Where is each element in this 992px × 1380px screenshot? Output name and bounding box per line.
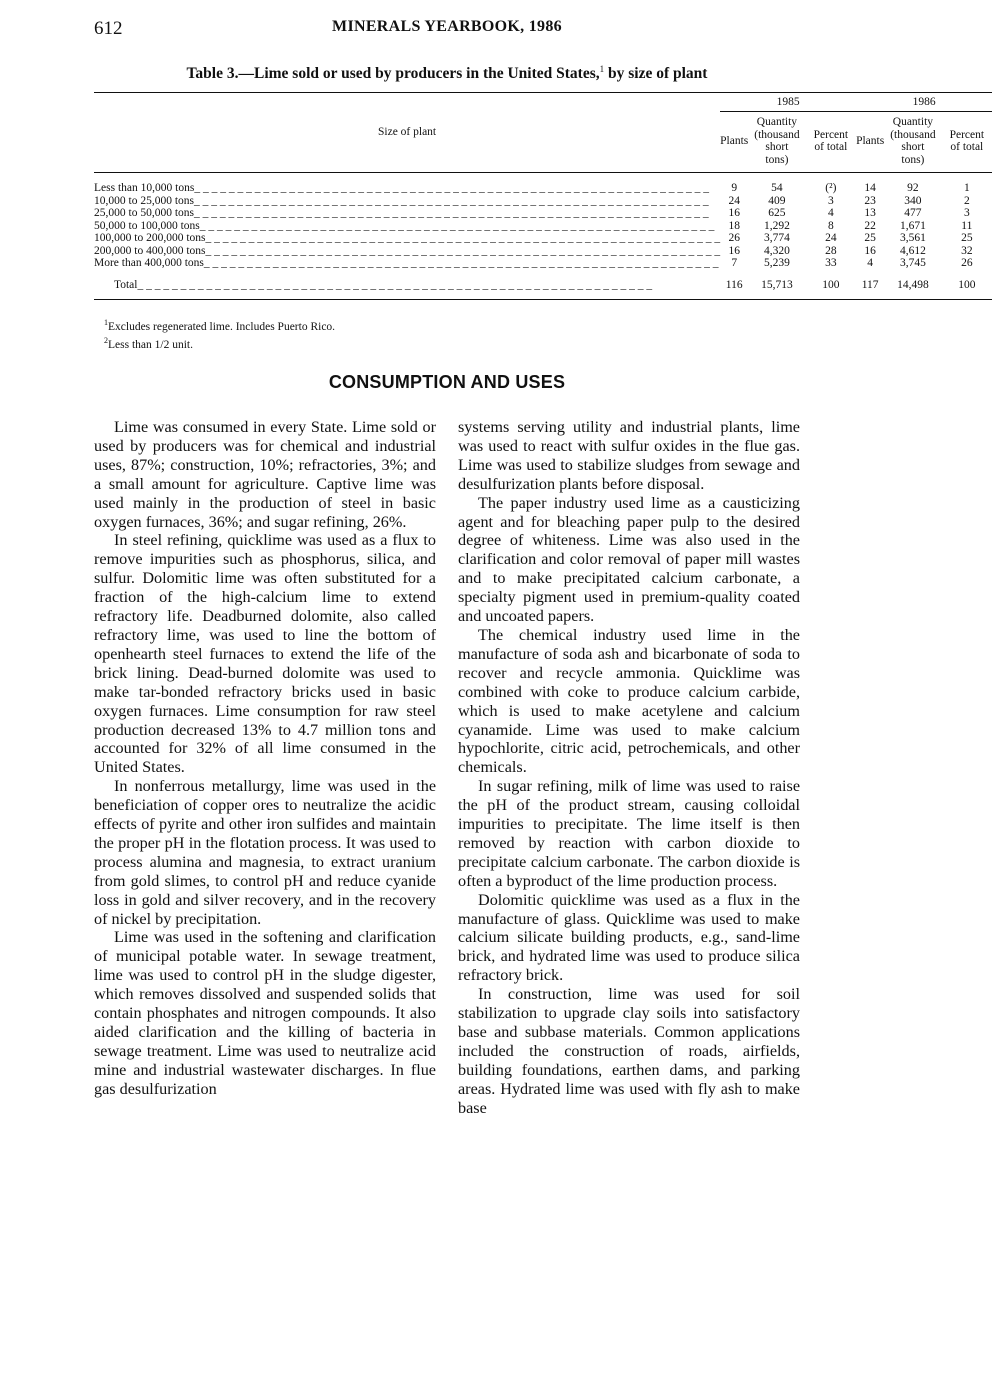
row-label	[94, 257, 720, 270]
cell-percent-1985: 28	[825, 244, 837, 257]
paragraph: Lime was consumed in every State. Lime sold or used by producers was for chemical and industrial uses, 87%; construction, 10%; refractories, 3%; and a small amount for agriculture. Captive lime was used mainly in the production of steel in basic oxygen furnaces, 36%; and sugar refining, 26%.	[94, 418, 436, 531]
col-quantity-1985: Quantity (thousand short tons)	[754, 116, 800, 166]
cell-plants-1985: 9	[731, 182, 738, 194]
cell-plants-1985: 16	[728, 244, 740, 257]
table-row	[94, 232, 992, 245]
cell-quantity-1985: 409	[768, 194, 786, 207]
cell-percent-1985: (²)	[825, 182, 837, 194]
cell-quantity-1985: 1,292	[763, 219, 790, 232]
cell-percent-1986: 25	[961, 232, 973, 244]
paragraph: In steel refining, quicklime was used as a flux to remove impurities such as phosphorus, silica, and sulfur. Dolomitic lime was often substituted for a fraction of the high-calcium lime to extend refractory life. Deadburned dolomite, also called refractory lime, was used to line the bottom of openhearth steel furnaces to extend the life of the brick lining. Dead-burned dolomite was used to make tar-bonded refractory bricks used in basic oxygen furnaces. Lime consumption for raw steel production decreased 13% to 4.7 million tons and accounted for 32% of all lime consumed in the United States.	[94, 531, 436, 777]
cell-plants-1986: 23	[864, 194, 876, 207]
spacer-cell	[94, 270, 992, 279]
row-label-text: 100,000 to 200,000 tons	[94, 232, 206, 244]
col-quantity-1986: Quantity (thousand short tons)	[890, 116, 936, 166]
table-title-footnote-mark: 1	[599, 64, 605, 74]
cell-plants-1986: 4	[867, 257, 874, 269]
cell-percent-1985: 8	[827, 219, 834, 232]
paragraph: The paper industry used lime as a causticizing agent and for bleaching paper pulp to the desired degree of whiteness. Lime was also used in the clarification and color removal of paper mill wastes and to make precipitated calcium carbonate, a specialty pigment used in premium-quality coated and uncoated papers.	[458, 493, 800, 626]
row-label	[94, 232, 720, 245]
cell-quantity-1986: 92	[907, 182, 919, 194]
cell-quantity-1986: 340	[904, 194, 922, 207]
row-label	[94, 207, 720, 220]
footnote-text: Excludes regenerated lime. Includes Puerto Rico.	[108, 320, 336, 333]
table-title	[94, 64, 800, 83]
year-1985-header: 1985	[720, 93, 856, 112]
cell-plants-1986: 14	[864, 182, 876, 194]
table-row	[94, 173, 992, 195]
table-footnotes	[104, 316, 335, 352]
cell-quantity-1986: 1,671	[899, 219, 926, 232]
dot-leader: _ _ _ _ _ _ _ _ _ _ _ _ _ _ _ _ _ _ _ _ _ _ _ _ _ _ _ _ _ _ _ _ _ _ _ _ _ _ _ _ _ _ _ _ _ _ _ _ _ _ _ _ _ _ _ _ _ _ _ _	[194, 207, 709, 219]
body-text	[94, 418, 800, 1218]
paragraph: The chemical industry used lime in the manufacture of soda ash and bicarbonate of soda to recover and recycle ammonia. Quicklime was combined with coke to produce calcium carbide, which is used to make acetylene and calcium cyanamide. Lime was used to make calcium hypochlorite, citric acid, petrochemicals, and other chemicals.	[458, 625, 800, 777]
footnote-mark: 2	[104, 335, 108, 345]
cell-percent-1985: 4	[827, 207, 834, 219]
cell-percent-1985: 3	[827, 194, 834, 207]
lime-by-plant-size-table	[94, 92, 992, 300]
footnote	[104, 316, 335, 334]
row-label	[94, 279, 720, 300]
cell-quantity-1985: 3,774	[763, 232, 790, 244]
dot-leader: _ _ _ _ _ _ _ _ _ _ _ _ _ _ _ _ _ _ _ _ _ _ _ _ _ _ _ _ _ _ _ _ _ _ _ _ _ _ _ _ _ _ _ _ _ _ _ _ _ _ _ _ _ _ _ _ _ _ _ _	[194, 194, 709, 207]
stub-header: Size of plant	[378, 126, 437, 139]
spacer-row	[94, 270, 992, 279]
col-percent-1985: Percent of total	[813, 128, 849, 153]
cell-percent-1985: 100	[822, 278, 840, 291]
page-header	[94, 16, 800, 42]
footnote-mark: 1	[104, 318, 108, 327]
footnote	[104, 334, 335, 352]
table-row	[94, 245, 992, 258]
cell-quantity-1985: 4,320	[763, 244, 790, 257]
cell-quantity-1985: 625	[768, 207, 786, 219]
paragraph-continued: systems serving utility and industrial plants, lime was used to react with sulfur oxides in the flue gas. Lime was used to stabilize sludges from sewage and desulfurization plants before disposal.	[458, 418, 800, 493]
table-row	[94, 207, 992, 220]
table-title-end: by size of plant	[604, 65, 708, 83]
cell-percent-1986: 100	[958, 278, 976, 291]
year-1986-header: 1986	[856, 93, 992, 112]
cell-plants-1986: 16	[864, 244, 876, 257]
cell-percent-1986: 3	[963, 207, 970, 219]
paragraph: Lime was used in the softening and clarification of municipal potable water. In sewage treatment, lime was used to control pH in the sludge digester, which removes dissolved and suspended solids that contain phosphates and nitrogen compounds. It also aided clarification and the killing of bacteria in sewage treatment. Lime was used to neutralize acid mine and industrial wastewater discharges. In flue gas desulfurization	[94, 928, 436, 1098]
paragraph: Dolomitic quicklime was used as a flux in the manufacture of glass. Quicklime was used to make calcium silicate building products, e.g., sand-lime brick, and hydrated lime was used to produce silica refractory brick.	[458, 890, 800, 985]
cell-plants-1985: 16	[728, 207, 740, 219]
cell-plants-1985: 18	[728, 219, 740, 232]
row-label	[94, 173, 720, 195]
cell-quantity-1986: 3,561	[899, 232, 926, 244]
cell-percent-1986: 32	[961, 244, 973, 257]
cell-quantity-1985: 5,239	[763, 257, 790, 269]
dot-leader: _ _ _ _ _ _ _ _ _ _ _ _ _ _ _ _ _ _ _ _ _ _ _ _ _ _ _ _ _ _ _ _ _ _ _ _ _ _ _ _ _ _ _ _ _ _ _ _ _ _ _ _ _ _ _ _ _ _ _ _	[205, 244, 721, 257]
total-row	[94, 279, 992, 300]
col-plants-1986: Plants	[856, 134, 885, 147]
row-label-text: Total	[114, 278, 138, 291]
cell-quantity-1985: 54	[771, 182, 783, 194]
cell-quantity-1986: 4,612	[899, 244, 926, 257]
cell-percent-1986: 1	[963, 182, 970, 194]
row-label	[94, 245, 720, 258]
dot-leader: _ _ _ _ _ _ _ _ _ _ _ _ _ _ _ _ _ _ _ _ _ _ _ _ _ _ _ _ _ _ _ _ _ _ _ _ _ _ _ _ _ _ _ _ _ _ _ _ _ _ _ _ _ _ _ _ _ _ _ _	[205, 232, 721, 244]
cell-plants-1986: 22	[864, 219, 876, 232]
cell-quantity-1986: 477	[904, 207, 922, 219]
cell-plants-1985: 24	[728, 194, 740, 207]
row-label-text: More than 400,000 tons	[94, 257, 204, 269]
cell-plants-1985: 26	[728, 232, 740, 244]
row-label-text: 25,000 to 50,000 tons	[94, 207, 194, 219]
cell-percent-1986: 2	[963, 194, 970, 207]
page-number: 612	[94, 18, 123, 39]
row-label	[94, 220, 720, 233]
dot-leader: _ _ _ _ _ _ _ _ _ _ _ _ _ _ _ _ _ _ _ _ _ _ _ _ _ _ _ _ _ _ _ _ _ _ _ _ _ _ _ _ _ _ _ _ _ _ _ _ _ _ _ _ _ _ _ _ _ _ _ _	[194, 182, 709, 194]
dot-leader: _ _ _ _ _ _ _ _ _ _ _ _ _ _ _ _ _ _ _ _ _ _ _ _ _ _ _ _ _ _ _ _ _ _ _ _ _ _ _ _ _ _ _ _ _ _ _ _ _ _ _ _ _ _ _ _ _ _ _ _	[203, 257, 719, 269]
cell-percent-1985: 24	[825, 232, 837, 244]
cell-plants-1986: 25	[864, 232, 876, 244]
dot-leader: _ _ _ _ _ _ _ _ _ _ _ _ _ _ _ _ _ _ _ _ _ _ _ _ _ _ _ _ _ _ _ _ _ _ _ _ _ _ _ _ _ _ _ _ _ _ _ _ _ _ _ _ _ _ _ _ _ _ _ _	[199, 219, 715, 232]
cell-percent-1986: 26	[961, 257, 973, 269]
table-title-main: Table 3.—Lime sold or used by producers in the United States,	[186, 65, 600, 83]
cell-percent-1985: 33	[825, 257, 837, 269]
col-percent-1986: Percent of total	[949, 128, 985, 153]
row-label-text: 50,000 to 100,000 tons	[94, 219, 200, 232]
table-row	[94, 257, 992, 270]
paragraph: In nonferrous metallurgy, lime was used in the beneficiation of copper ores to neutralize the acidic effects of pyrite and other iron sulfides and maintain the proper pH in the flotation process. It was used to process alumina and magnesia, to extract uranium from gold slimes, to control pH and reduce cyanide loss in gold and silver recovery, and in the recovery of nickel by precipitation.	[94, 777, 436, 928]
row-label-text: Less than 10,000 tons	[94, 182, 195, 194]
paragraph: In construction, lime was used for soil stabilization to upgrade clay soils into satisfactory base and subbase materials. Common applications included the construction of roads, airfields, building foundations, earthen dams, and parking areas. Hydrated lime was used with fly ash to make base	[458, 985, 800, 1117]
left-column	[94, 418, 436, 1099]
cell-quantity-1985: 15,713	[761, 278, 793, 291]
cell-plants-1985: 7	[731, 257, 738, 269]
cell-quantity-1986: 14,498	[897, 278, 929, 291]
col-plants-1985: Plants	[720, 134, 749, 147]
cell-plants-1986: 13	[864, 207, 876, 219]
row-label-text: 10,000 to 25,000 tons	[94, 194, 194, 207]
cell-plants-1985: 116	[725, 278, 743, 291]
table-row	[94, 195, 992, 208]
table-row	[94, 220, 992, 233]
cell-percent-1986: 11	[961, 219, 973, 232]
running-head: MINERALS YEARBOOK, 1986	[332, 18, 562, 35]
dot-leader: _ _ _ _ _ _ _ _ _ _ _ _ _ _ _ _ _ _ _ _ _ _ _ _ _ _ _ _ _ _ _ _ _ _ _ _ _ _ _ _ _ _ _ _ _ _ _ _ _ _ _ _ _ _ _ _ _ _ _ _	[137, 278, 653, 291]
cell-quantity-1986: 3,745	[899, 257, 926, 269]
footnote-text: Less than 1/2 unit.	[108, 338, 193, 351]
right-column	[458, 418, 800, 1118]
paragraph: In sugar refining, milk of lime was used to raise the pH of the product stream, causing colloidal impurities to precipitate. The lime itself is then removed by reaction with carbon dioxide to precipitate calcium carbonate. The carbon dioxide is often a byproduct of the lime production process.	[458, 777, 800, 890]
row-label-text: 200,000 to 400,000 tons	[94, 244, 206, 257]
row-label	[94, 195, 720, 208]
cell-plants-1986: 117	[861, 278, 879, 291]
year-header-row	[94, 93, 992, 112]
section-heading: CONSUMPTION AND USES	[328, 372, 566, 392]
